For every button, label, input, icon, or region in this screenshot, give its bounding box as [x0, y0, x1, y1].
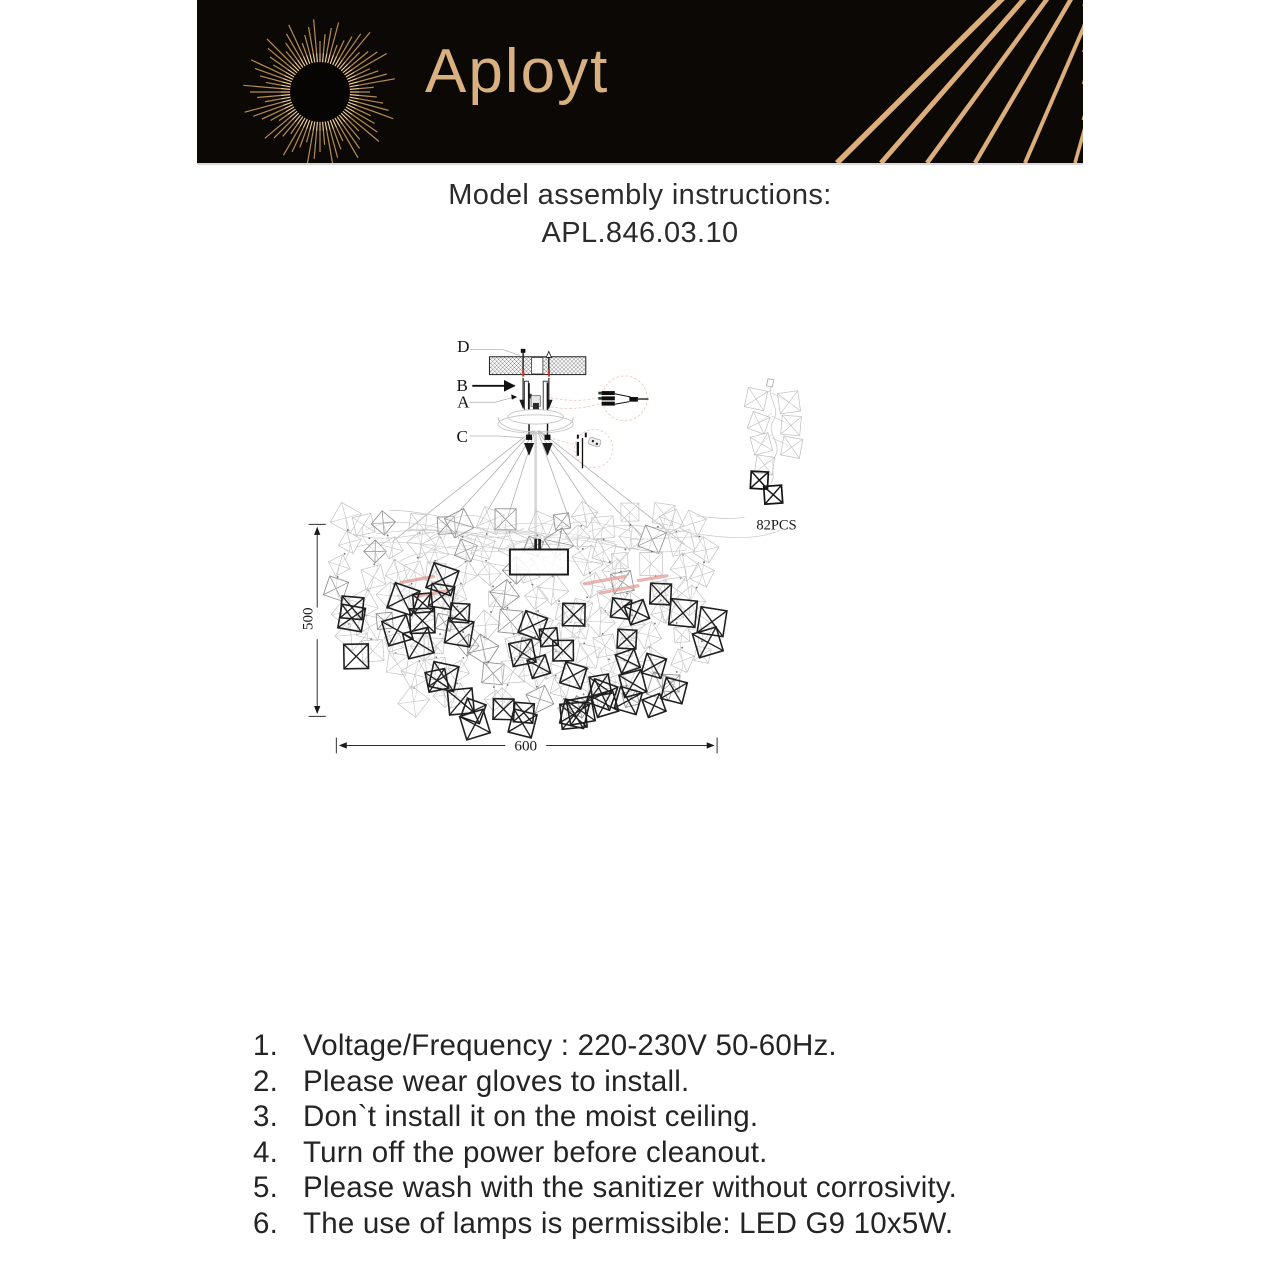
crystal-square: [744, 387, 767, 410]
crystal-square: [493, 699, 514, 720]
crystal-square: [403, 627, 434, 658]
crystal-square: [661, 677, 687, 703]
list-item: [253, 1206, 1063, 1242]
item-number: 3.: [253, 1100, 279, 1134]
label-a: A: [457, 392, 470, 412]
item-number: 1.: [253, 1029, 279, 1062]
pin-icon: [588, 437, 602, 448]
item-number: 2.: [253, 1064, 279, 1098]
crystal-square: [777, 391, 800, 414]
ray: [282, 82, 291, 84]
dimension-height: [300, 524, 326, 716]
item-text: Please wear gloves to install.: [303, 1064, 690, 1098]
ray: [307, 55, 310, 63]
bead: [337, 576, 339, 578]
bead: [602, 633, 604, 635]
bead: [609, 561, 611, 563]
crystal-square: [482, 662, 505, 685]
bead: [555, 675, 557, 677]
crystal-square: [693, 537, 719, 563]
bead: [462, 657, 464, 659]
title-block: [0, 176, 1280, 252]
bead: [490, 611, 492, 613]
bead: [657, 526, 659, 528]
item-text: Voltage/Frequency : 220-230V 50-60Hz.: [303, 1029, 837, 1062]
model-number: APL.846.03.10: [541, 217, 739, 249]
dim-600: 600: [514, 737, 538, 755]
crystal-square: [764, 485, 783, 504]
item-text: Please wash with the sanitizer without corrosivity.: [303, 1171, 957, 1205]
terminal-block-icon: [598, 391, 648, 406]
ray: [307, 120, 310, 128]
ray: [330, 120, 333, 128]
bead: [536, 686, 538, 688]
item-number: 5.: [253, 1171, 279, 1205]
ray: [349, 82, 358, 84]
bead: [583, 693, 585, 695]
ray: [328, 121, 330, 130]
ray: [348, 102, 356, 105]
bead: [439, 633, 441, 635]
bead: [485, 560, 487, 562]
item-number: 4.: [253, 1135, 279, 1169]
crystal-square: [781, 415, 802, 436]
bead: [532, 584, 534, 586]
strand-detail: [744, 379, 802, 504]
bead: [676, 671, 678, 673]
bead: [462, 536, 464, 538]
crystal-square: [425, 669, 449, 693]
canopy: [498, 410, 573, 434]
bead: [344, 553, 346, 555]
dimension-width: [336, 738, 717, 755]
label-c: C: [456, 426, 468, 446]
label-b: B: [456, 376, 468, 396]
ray: [348, 79, 356, 82]
crystal-square: [509, 639, 536, 666]
crystal-square: [398, 686, 430, 718]
crystal-square: [750, 433, 773, 456]
crystal-square: [478, 563, 501, 586]
ray: [282, 100, 291, 102]
bead: [580, 525, 582, 527]
ray: [837, 0, 1083, 163]
page-title: Model assembly instructions:: [448, 179, 832, 211]
crystal-square: [450, 603, 470, 623]
bead: [629, 524, 631, 526]
ray: [283, 102, 291, 105]
bead: [435, 656, 437, 658]
list-item: [253, 1135, 1063, 1171]
item-number: 6.: [253, 1206, 279, 1240]
list-item: [253, 1099, 1063, 1135]
crystal-square: [638, 525, 667, 554]
ray: [330, 55, 333, 63]
bead: [681, 647, 683, 649]
crystal-square: [344, 644, 369, 669]
list-item: [253, 1170, 1063, 1206]
bead: [387, 534, 389, 536]
pieces-count: 82PCS: [756, 517, 797, 534]
ray: [310, 121, 312, 130]
item-text: The use of lamps is permissible: LED G9 10x5W.: [303, 1206, 954, 1240]
bead: [370, 638, 372, 640]
bead: [537, 534, 539, 536]
item-text: Turn off the power before cleanout.: [303, 1135, 768, 1169]
bead: [586, 596, 588, 598]
bead: [507, 684, 509, 686]
crystal-square: [669, 599, 698, 628]
bead: [456, 682, 458, 684]
ray: [881, 0, 1083, 163]
connector-detail: [551, 376, 649, 421]
bead: [492, 585, 494, 587]
strand-hook: [766, 379, 773, 387]
crystal-square: [781, 436, 803, 458]
crystal-square: [562, 603, 585, 626]
crystal-square: [617, 629, 637, 649]
banner-art: [197, 0, 1083, 163]
label-d: D: [457, 337, 470, 357]
list-item: [253, 1028, 1063, 1064]
bead: [507, 607, 509, 609]
brand-logo-text: Aployt: [425, 37, 610, 106]
dim-500: 500: [299, 607, 317, 631]
crystal-square: [650, 583, 672, 605]
bead: [558, 600, 560, 602]
bead: [368, 537, 370, 539]
bead: [703, 561, 705, 563]
item-text: Don`t install it on the moist ceiling.: [303, 1100, 759, 1134]
instructions-list: [253, 1028, 1063, 1242]
crystal-square: [560, 699, 590, 729]
list-item: [253, 1064, 1063, 1100]
ray: [328, 54, 330, 63]
ray: [310, 54, 312, 63]
bead: [493, 686, 495, 688]
garland-chains: [323, 501, 719, 721]
bead: [417, 557, 419, 559]
bead: [696, 587, 698, 589]
bead: [373, 563, 375, 565]
ray: [349, 100, 358, 102]
crystal-square: [513, 702, 534, 723]
ray: [283, 79, 291, 82]
sunburst-logo-icon: [243, 19, 395, 163]
crystal-square: [697, 607, 727, 637]
crystal-square: [641, 653, 666, 678]
bead: [654, 623, 656, 625]
crystal-square: [589, 674, 611, 696]
bead: [434, 560, 436, 562]
corner-rays-icon: [837, 0, 1083, 163]
bead: [486, 533, 488, 535]
bead: [603, 538, 605, 540]
assembly-diagram: [230, 335, 1030, 985]
pin-detail: [553, 429, 613, 468]
bead: [589, 572, 591, 574]
ray: [1075, 0, 1083, 163]
bead: [513, 633, 515, 635]
ceiling-mount-assembly: [489, 349, 585, 455]
crystal-square: [539, 628, 558, 647]
bead: [608, 658, 610, 660]
brand-banner: [197, 0, 1083, 165]
bead: [347, 529, 349, 531]
crystal-cloud-bold: [338, 563, 727, 740]
logo-center: [292, 64, 349, 121]
bead: [699, 536, 701, 538]
crystal-square: [340, 596, 364, 620]
bead: [411, 583, 413, 585]
crystal-square: [747, 411, 770, 434]
bead: [624, 549, 626, 551]
